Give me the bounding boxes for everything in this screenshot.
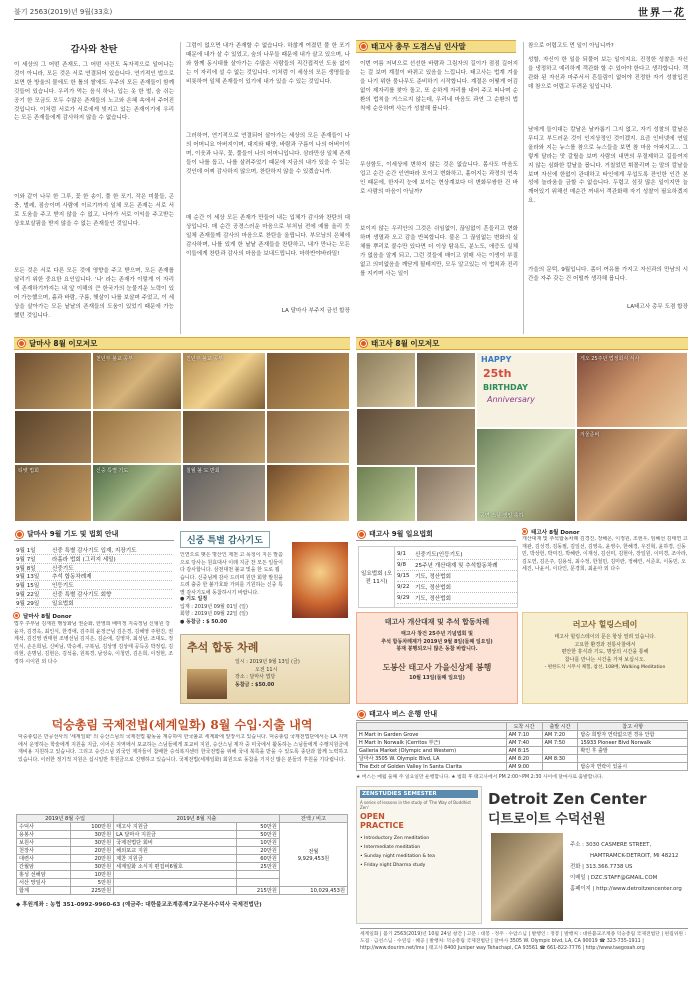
photo: [92, 352, 182, 410]
bus-note-line: ★ 버스는 매월 둘째 주 일요일만 운행합니다. ★ 법회 후 태고사에서 PM 2:00~PM 2:30 사이에 달마사로 출발합니다.: [356, 775, 604, 780]
photo-caption: 신중 특별 기도: [96, 468, 129, 474]
article-greeting-signature: LA태고사 총무 도겸 합장: [626, 304, 688, 310]
balance-amount: 9,929,453원: [297, 855, 330, 862]
article-gratitude-signature: LA 달마사 부주지 금선 합장: [281, 308, 350, 314]
total-income: 225만원: [71, 887, 114, 895]
income-source: 보원사: [17, 839, 71, 847]
anniversary-line: 태고사 창건 25주년 기념법회 및: [401, 631, 473, 637]
dzc-address-1: 3030 CASMERE STREET,: [585, 842, 652, 848]
income-source: 수덕사: [17, 823, 71, 831]
sinjung-schedule-label: ● 기도 일정: [180, 596, 208, 602]
schedule-event: 라홀라 법회 (그리지 세밀): [52, 556, 116, 563]
bus-depart: AM 8:30: [542, 755, 578, 763]
schedule-event: 25주년 개산대재 및 추석합동차례: [415, 563, 498, 569]
taego-schedule-label: 일요법회 (오전 11시): [359, 547, 395, 607]
bus-col-header: 도착 시간: [506, 723, 542, 731]
taego-donor-box: [522, 528, 688, 604]
photo: [356, 466, 416, 522]
chuseok-place: 장소 : 달마사 법당: [235, 674, 276, 681]
bus-col-header: [357, 723, 507, 731]
article-gratitude-p5: 그러하여, 연기적으로 연결되어 살아가는 세상의 모든 존재들이 나의 어머니요 아버지이며, 대지와 태양, 바람과 구름이 나의 어버이이며, 이웃과 나무, 꽃, 풀들이 나의 어머니입니다. 삼라만상 일체 존재들이 나를 돕고, 나를 살려주었기 때문에 지금의 내가 있을 수 있는 것인데 어찌 감사하지 않으며, 찬탄하지 않을 수 있겠습니까.: [186, 133, 350, 175]
total-expense: 215만원: [237, 887, 280, 895]
bus-depart: AM 7:20: [542, 731, 578, 739]
taego-photo-grid: [356, 352, 688, 522]
birthday-text: BIRTHDAY: [483, 383, 528, 392]
bullet-icon: [358, 531, 365, 538]
bus-col-header: 참고 사항: [578, 723, 688, 731]
schedule-row: [397, 593, 517, 604]
article-greeting-p5: 성할, 자신이 한 일을 되풀어 보는 일이지요. 진정한 성찰은 자신을 냉정하고 예리하게 객관화 할 수 있어야 한다고 생각합니다. 객관화 된 자신과 마주서서 흔들림이 없어야 진정한 자기 성찰입진데 참으로 어렵고 두려운 일입니다.: [528, 57, 688, 90]
photo-caption: 게오 25주년 법정회식 식사: [580, 356, 640, 362]
zen-semester-list: [360, 834, 478, 870]
chuseok-time: 오전 11시: [255, 666, 278, 673]
photo: [576, 428, 688, 522]
expense-item: 세계일화 소식지 편집비6월호: [114, 863, 237, 871]
photo: [476, 428, 576, 522]
sinjung-fee: ● 동참금 : $ 50.00: [180, 618, 228, 625]
article-greeting-p4: 참으로 어렵고도 먼 일이 아닙니까?: [528, 43, 614, 49]
anniversary-number: 25th: [483, 367, 512, 380]
income-amount: 30만원: [71, 831, 114, 839]
photo: [182, 352, 266, 410]
chuseok-fee: 동참금 : $50.00: [235, 681, 275, 688]
article-greeting-p7: 가을의 문턱, 9월입니다. 좀더 여유를 가지고 자신과의 만남의 시간을 자주 갖는 건 어떨까 생각해 봅니다.: [528, 267, 688, 282]
dalma-photos-header: [14, 337, 350, 350]
income-amount: 20만원: [71, 855, 114, 863]
balance-label: 전월: [308, 848, 319, 855]
article-gratitude-p3: 모든 것은 서로 다른 모든 것에 영향을 주고 받으며, 모든 존재를 살리기 위한 중요한 요인입니다. '나' 라는 존재가 이렇게 이 자리에 존재하기까지는 내 앞 이해의 큰 한국가의 눈물겨운 노력이 있어 가능했으며, 흙과 바람, 구름, 햇살이 나를 보살펴 주었고, 이 세상을 살아가는 모든 낱낱의 존재들의 도움이 있었기 때문에 가능했던 것입니다.: [14, 268, 174, 319]
taego-greeting-header: [356, 40, 516, 53]
finance-header-row: [17, 815, 348, 823]
sinjung-prayer-box: [180, 528, 350, 625]
schedule-event: 기도, 정산법회: [415, 574, 451, 580]
zen-semester-item: • Friday night Dharma study: [360, 863, 426, 868]
sinjung-start-date: 입재 : 2019년 09월 01일 (일): [180, 603, 248, 610]
sinjung-title: 신중 특별 감사기도: [180, 531, 270, 548]
taego-anniversary-box: [356, 612, 518, 704]
happy-text: HAPPY: [481, 355, 512, 364]
schedule-event: 신중 특별 감사기도 입재, 지장기도: [52, 547, 137, 554]
article-gratitude-col2: [186, 42, 350, 314]
healing-stay-box: [522, 612, 688, 704]
bus-stop: Galleria Market (Olympic and Western): [357, 747, 507, 755]
photo: [14, 410, 92, 464]
dzc-korean-title: 디트로이트 수덕선원: [488, 812, 606, 827]
expense-item: LA 달마사 지원금: [114, 831, 237, 839]
expense-item: 제찬 지원금: [114, 855, 237, 863]
zen-semester-item: • Intermediate meditation: [360, 845, 421, 850]
article-gratitude-p1: 이 세상의 그 어떤 존재도, 그 어떤 사건도 독자적으로 일어나는 것이 아니라, 모든 것은 서로 연결되어 있습니다. 연기적인 법으로 보면 한 방울의 물에도 한 톨의 쌀에도 우주의 모든 존재들이 함께 깃들어 있습니다. 우리가 먹는 음식 하나, 입는 옷 한 벌, 숨 쉬는 공기 한 모금도 모두 수많은 존재들의 노고와 은혜 속에서 주어진 것입니다. 이처럼 서로가 서로에게 빚지고 있는 존재이기에 우리는 모든 존재들에게 감사하지 않을 수 없습니다.: [14, 62, 174, 122]
bus-header: [356, 708, 688, 721]
schedule-event: 일요법회: [52, 600, 74, 607]
bullet-icon: [18, 340, 25, 347]
column-divider: [523, 42, 524, 334]
photo: [92, 464, 182, 522]
bus-row: [357, 739, 688, 747]
income-amount: 5만원: [71, 879, 114, 887]
bus-note: 15933 Pioneer Blvd Norwalk: [578, 739, 688, 747]
dalma-schedule-header: [14, 528, 174, 541]
expense-amount: 25만원: [237, 863, 280, 871]
photo: [266, 352, 350, 410]
income-amount: 20만원: [71, 847, 114, 855]
income-amount: 100만원: [71, 823, 114, 831]
photo: [576, 352, 688, 428]
bus-stop: The Exit of Golden Valley In Santa Clarita: [357, 763, 507, 771]
taego-schedule-list: [397, 549, 517, 604]
taego-donor-title: [522, 528, 688, 536]
anniversary-line: 추석 합동차례제가 2019년 9월 8일(둘째 일요일): [381, 638, 493, 645]
anniversary-line: 봉재 봉행되오니 많은 동참 바랍니다.: [396, 646, 478, 653]
expense-item: 해외포교 지원: [114, 847, 237, 855]
income-source: 서산 망일사: [17, 879, 71, 887]
bus-row: [357, 763, 688, 771]
bus-depart: [542, 747, 578, 755]
article-greeting-col1: [360, 60, 518, 330]
dalma-donor-box: [14, 612, 174, 707]
expense-amount: 50만원: [237, 831, 280, 839]
sinjung-body: 인연으로 맺은 명산인 제천 고 목청이 지은 말씀으로 당사는 원효대사 이래 지금 찬 모든 일들이 다 감사합니다. 삼천대천 불교 빛을 한 도로 뵙습니다. 신중님께 감사 드리며 원만 회향 발원을 드려 출중 한 불가호와 가피를 기원하는 신중 특별 감사기도에 동참하시기 바랍니다.: [180, 552, 283, 596]
schedule-date: 9월 8일: [16, 565, 36, 572]
taego-photos-header: [356, 337, 688, 350]
bus-arrive: AM 8:15: [506, 747, 542, 755]
photo: [14, 352, 92, 410]
bullet-icon: [16, 531, 23, 538]
photo: [92, 410, 182, 464]
dalma-schedule-list: [16, 546, 172, 608]
schedule-row: [16, 590, 172, 599]
photo: [416, 352, 476, 408]
dalma-photo-grid: [14, 352, 350, 522]
expense-amount: 60만원: [237, 855, 280, 863]
taego-photos-title: 태고사 8월 이모저모: [371, 339, 440, 348]
income-header: 2019년 8월 수입: [17, 815, 114, 823]
column-divider: [180, 42, 181, 334]
schedule-event: 추석 합동차례제: [52, 574, 92, 581]
sinjung-end-date: 회향 : 2019년 09월 22일 (일): [180, 611, 248, 618]
photo-caption: 칠월 불 도 반회: [186, 468, 220, 474]
healing-line: 고요한 환경과 전통사찰에서: [574, 641, 636, 648]
open-label: OPEN: [360, 812, 385, 821]
schedule-date: 9/29: [397, 595, 410, 601]
income-source: 용봉사: [17, 831, 71, 839]
masthead-logo: 世界一花: [638, 8, 686, 19]
issue-line: 불기 2563(2019)년 9월(33호): [14, 7, 113, 16]
article-greeting-p2: 무상함도, 이세상에 변하지 않는 것은 없습니다. 몸사도 마음도 업고 순간 순간 인연따라 모이고 변화하고, 흩어지는 과정의 연속인 때문에, 한자리 눈에 보이는 현상계보다 더 변화무쌍한 건 바로 사람의 마음이 아닐까?: [360, 162, 518, 195]
article-gratitude-p2: 이와 같이 나무 한 그루, 꽃 한 송이, 풀 한 포기, 작은 미물들, 곤충, 벌레, 짐승이며 사람에 이르기까지 일체 모든 존재는 서로 서로 도움을 주고 받지 않을 수 없고, 나아가 서로 이익을 주고받는 상호보살핌을 받지 않을 수 없는 존재들인 것입니다.: [14, 194, 174, 227]
bus-note: [578, 755, 688, 763]
zen-semester-item: • Sunday night meditation & tea: [360, 854, 435, 859]
finance-title: 덕숭총림 국제전법(세계일화) 8월 수입·지출 내역: [51, 718, 313, 732]
photo-caption: 티벳 법회: [18, 468, 39, 474]
bus-arrive: AM 7:10: [506, 731, 542, 739]
photo: [182, 464, 266, 522]
income-amount: 30만원: [71, 863, 114, 871]
photo: [14, 464, 92, 522]
zen-semester-head: ZENSTUDIES SEMESTER: [360, 790, 478, 798]
bus-title: 태고사 버스 운행 안내: [369, 710, 438, 718]
anniversary-banner-photo: [476, 352, 576, 428]
autumn-ceremony-title: 도봉산 태고사 가을신상제 봉행: [382, 662, 492, 672]
bus-table: [356, 722, 688, 771]
income-source: 천장사: [17, 847, 71, 855]
bus-row: [357, 731, 688, 739]
finance-row: [17, 823, 348, 831]
schedule-event: 신중기도(인등기도): [415, 552, 463, 558]
dzc-phone: 전화 | 313.366.7738 US: [570, 864, 633, 870]
article-gratitude-title: 감사와 찬탄: [70, 45, 118, 55]
article-greeting-p1: 이번 여름 저녁으로 선선한 바람과 그림자의 길이가 점점 길어지는 걸 보며 계절이 바뀌고 있음을 느낍니다. 태고사는 법계 겨울을 나기 위한 뭄나무도 준비하기 시작합니다. 계절은 어떻게 어김없이 제자리를 찾아 돌고, 또 순하게 자리를 내어 주고 떠나며 순환의 법칙을 거스르지 않는데, 우리네 마음도 과연 그 순환의 법칙에 순응하며 사는가 성찰해 봅니다.: [360, 61, 518, 112]
bus-arrive: AM 7:40: [506, 739, 542, 747]
finance-intro: 덕숭총림은 만공선사의 '세계일화' 의 승산스님의 국제전법 활동을 계승하여 한국불교 세계화에 앞장서고 있습니다. 덕숭총림 국제전법단에서는 LA 지역에서 운영하는 학술에게 지원을 지급, 이어온 지역에서 포교하는 스님들에게 포교비 지원, 승산스님 제자 중 미국에서 활동하는 스님들에게 수행지원금에 재비용 지원하고 있습니다. 그리고 승산스님 외국인 제자들이 참배한 승석복지센터 한국전법을 위해 국내 북륵을 받을 수 있도록 종단과 함께 노력하고 있습니다. 이러한 정기적 지원은 십시일반 후원금으로 진행하고 있습니다. 국제전법(세계일화) 회원으로 동참을 기지신 많은 분들의 후원을 기다립니다.: [18, 734, 348, 763]
income-amount: 10만원: [71, 871, 114, 879]
taego-schedule-header: [356, 528, 516, 541]
practice-label: PRACTICE: [360, 821, 404, 830]
photo-caption: 공연 스님 생일 축하: [480, 513, 524, 519]
bus-depart: AM 7:50: [542, 739, 578, 747]
chuseok-date: 일시 : 2019년 9월 13일 (금): [235, 659, 300, 665]
schedule-row: [16, 581, 172, 590]
income-source: 간월암: [17, 863, 71, 871]
income-source: 대련사: [17, 855, 71, 863]
zen-semester-flyer: [356, 786, 482, 924]
expense-item: 태고사 지원금: [114, 823, 237, 831]
schedule-row: [397, 582, 517, 593]
photo: [416, 466, 476, 522]
bus-arrive: AM 9:00: [506, 763, 542, 771]
article-gratitude-p6: 매 순간 이 세상 모든 존재가 만들어 내는 입체가 감사와 찬탄의 대상입니다. 매 순간 공경스러운 마음으로 부처님 전에 예를 올리 듯 일체 존재들께 감사의 마음으로 찬탄을 올립니다. 부모님의 은혜에 감사하며, 나를 있게 한 낱낱 존재들을 찬탄하고, 내가 만나는 모든 이들에게 찬탄과 감사의 마음을 보내드립니다. 마하반야바라밀!: [186, 215, 350, 257]
bus-table-wrap: [356, 722, 688, 780]
dzc-website: 홈페이지 | http://www.detroitzencenter.org: [570, 886, 682, 892]
bus-row: [357, 755, 688, 763]
schedule-date: 9월 1일: [16, 547, 36, 554]
photo: [356, 352, 416, 408]
donation-bank-account: ◆ 후원계좌 : 농협 351-0992-9960-63 (예금주: 대한불교조계종제7교구본사수덕사 국제전법단): [16, 902, 262, 908]
photo-caption: 천년부 불교 공부: [96, 356, 133, 362]
donor-head-text: 태고사 8월 Donor: [531, 530, 580, 536]
schedule-row: [16, 546, 172, 555]
finance-table: [16, 814, 348, 895]
bus-arrive: AM 8:20: [506, 755, 542, 763]
taego-schedule-table: [358, 546, 518, 608]
article-greeting-p6: 남에게 들이대는 칼날은 날카롭기 그지 없고, 자기 성찰의 칼날은 무디고 부드러운 것이 인지상정인 것이겠지. 요즘 인터넷에 연일 올라와 지는 뉴스를 참으로 뉴스들을 보면 참 마음 아파지고... 그렇게 달라는 맛 갈릴을 보며 사람의 내면의 무절제하고 길들여지지 않는 심화한 칼날을 봅니다. 거칠었던 휘몰리며 는 말의 칼날을 보며 자신에 한없이 관대하고 타인에게 무섭도록 잔인한 인간 본성에 놀라움을 금할 수 없습니다. 두렵고 섬짓 많은 일이지만 늘 깨어있기 위해선 매순간 꺼내서 객관화해 자기 성찰이 필요하겠지요.: [528, 127, 688, 205]
dalma-donor-list: 법후 주부님 김재원 행상화님 권순화, 한영희 배미정 지숙정님 신형원 강윤자, 김경옥, 최인식, 한경애, 김주희 윤정근님 김은경, 김해영 주현진, 권계석, 김진영 권태현 조병선님 김지은, 김순애, 김영자, 최성남, 조대도, 정민식, 손은희님, 신비님, 박승세, 구복님, 김상영 김상태 공득공 박정림, 김리현, 손명님, 김현은, 김석을, 원복경, 남성숙, 이청민, 김은희, 이정현, 조경하 시이원 외 다수: [14, 621, 174, 665]
dalma-donor-title: [14, 612, 174, 620]
schedule-row: [16, 572, 172, 581]
finance-total-row: [17, 887, 348, 895]
expense-amount: 50만원: [237, 823, 280, 831]
schedule-event: 인등기도: [52, 583, 74, 590]
balance-cell: [279, 823, 347, 887]
article-gratitude-col1: [14, 42, 174, 357]
taego-greeting-title: 태고사 총무 도겸스님 인사말: [371, 42, 466, 51]
expense-amount: 20만원: [237, 847, 280, 855]
schedule-row: [397, 571, 517, 582]
schedule-date: 9월 7일: [16, 556, 36, 563]
schedule-date: 9/1: [397, 551, 407, 557]
healing-activities: - 편한도식 시무시 체험, 참선, 108배, Walking Meditation: [544, 665, 666, 671]
schedule-event: 기도, 정산법회: [415, 596, 451, 602]
healing-line: 태고사 힐링스테이의 문은 항상 열려 있습니다.: [554, 634, 656, 640]
bus-row: [357, 747, 688, 755]
article-greeting-p3: 보이지 않는 우리안의 그것은 쉬임없이, 끊임없이 흔들리고 변화하며 생멸과 오고 감을 반복합니다. 불온 그 끊임없는 변화의 실체를 뿌리로 붙수만 있다면 더 이상 탐욕도, 분노도, 애증도 실체가 없음을 알게 되고, 그런 것들에 매이고 얽매 사는 이생이 부질없고 의미없음을 깨닫게 될테지만, 모두 알고있는 이 법칙과 진리를 지키며 사는 일이: [360, 226, 518, 277]
schedule-date: 9월 13일: [16, 574, 40, 581]
temple-illustration: [187, 669, 227, 699]
schedule-date: 9/8: [397, 562, 407, 568]
schedule-date: 9/22: [397, 584, 410, 590]
photo: [266, 464, 350, 522]
taego-schedule-title: 태고사 9월 일요법회: [369, 530, 433, 538]
detroit-zen-center: [488, 790, 688, 827]
dzc-email: 이메일 | DZC.STAFF@GMAIL.COM: [570, 875, 658, 881]
schedule-date: 9월 22일: [16, 591, 40, 598]
page-header: [14, 4, 686, 20]
bullet-icon: [360, 340, 367, 347]
article-gratitude-p4: 그럼이 없으면 내가 존재할 수 없습니다. 하찮게 여겼던 풀 한 포기 때문에 내가 살 수 있었고, 숲의 나무들 때문에 내가 살고 있으며, 나와 함께 동시대를 살아가는 수많은 사람들의 직간접적인 도움 없이는 이 자리에 설 수 없는 것입니다. 이처럼 이 세상의 모든 생명들을 비롯하여 일체 존재들이 있기에 내가 있을 수 있는 것입니다.: [186, 43, 350, 85]
anniversary-title: 태고사 개산대재 및 추석 합동차례: [384, 618, 490, 626]
photo: [182, 410, 266, 464]
total-balance: 10,029,453원: [279, 887, 347, 895]
expense-item: 국제전법단 회비: [114, 839, 237, 847]
dzc-address-2: HAMTRAMCK-DETROIT, MI 48212: [590, 853, 679, 859]
anniversary-text: Anniversary: [487, 395, 535, 404]
schedule-event: 기도, 정산법회: [415, 585, 451, 591]
healing-stay-title: 러고사 힐링스테이: [572, 620, 638, 629]
schedule-row: [16, 555, 172, 564]
taego-donor-list: 개산대재 및 추석합동차례 김경진, 장해온, 이정원, 조현우, 임혜선 김태연 고재관, 김성경, 김동필, 김일선, 김영옥, 윤영수, 한혜경, 우진혁, 윤하경, 신동민, 박상헌, 박미진, 박혜란, 이재성, 김선미, 김현아, 장일원, 이미경, 조아라, 김도연, 김은주, 김용석, 최수정, 한철민, 김미란, 정혜린, 서준호, 이동민, 오세진, 나윤서, 이다인, 문경희, 최윤아 외 다수: [522, 536, 688, 573]
schedule-event: 신중기도: [52, 565, 74, 572]
bullet-icon: [522, 529, 527, 534]
photo-caption: 겨울준비: [580, 432, 600, 438]
bus-col-header: 출발 시간: [542, 723, 578, 731]
income-source: 홍성 선해암: [17, 871, 71, 879]
chuseok-dalma-box: [180, 634, 350, 704]
photo-caption: 친년부 불교 공부: [186, 356, 223, 362]
bus-depart: [542, 763, 578, 771]
finance-table-wrap: [16, 814, 348, 908]
schedule-event: 신중 특별 감사기도 회향: [52, 591, 112, 598]
autumn-ceremony-date: 10월 13일(둘째 일요일): [409, 674, 465, 681]
photo: [356, 408, 476, 466]
schedule-row: [397, 560, 517, 571]
bus-note: 탑승자 연락이 있을시: [578, 763, 688, 771]
zen-semester-item: • Introductory Zen meditation: [360, 836, 430, 841]
schedule-date: 9월 29일: [16, 600, 40, 607]
dzc-title: Detroit Zen Center: [488, 790, 647, 808]
schedule-date: 9월 15일: [16, 583, 40, 590]
bus-stop: 달마사 3505 W. Olympic Blvd, LA: [357, 755, 507, 763]
schedule-row: [16, 564, 172, 573]
photo: [266, 410, 350, 464]
balance-header: 잔액 / 비고: [279, 815, 347, 823]
schedule-date: 9/15: [397, 573, 410, 579]
dalma-schedule-title: 달마사 9월 기도 및 법회 안내: [27, 530, 119, 538]
healing-line: 참나를 만나는 시간을 가져 보십시오.: [564, 656, 646, 663]
article-greeting-col2: [528, 42, 688, 310]
bus-stop: H Mart in Garden Grove: [357, 731, 507, 739]
donor-head-text: 달마사 8월 Donor: [23, 614, 72, 620]
dzc-building-photo: [490, 832, 564, 922]
bus-note: 확인 후 출발: [578, 747, 688, 755]
colophon: 세계일화 | 불기 2563(2019)년 10월 24일 창간 | 고문 : 대봉 · 정주 · 수암스님 | 발행인 : 정봉 | 발행처 : 대한불교조계종 덕숭총림 국제전법단 | 편집위원 : 도겸 · 금선스님 · 수연심 · 혜공 | 발행처: 덕숭총림 국제전법단 | 달마사 3505 W. Olympic blvd, LA, CA 90019 ☎ 323-735-1911 | http://www.dourim.net/lms | 태고사 8400 Juniper way Tehachapi, CA 93561 ☎ 661-822-7776 | http://www.taegosah.org: [360, 928, 688, 952]
bus-note: 탑승 희망자 연락없으면 경유 안함: [578, 731, 688, 739]
dalma-photos-title: 달마사 8월 이모저모: [29, 339, 98, 348]
schedule-row: [16, 599, 172, 608]
bullet-icon: [14, 613, 19, 618]
bus-stop: H Mart In Norwalk (Cerritos 부근): [357, 739, 507, 747]
chuseok-title: 추석 합동 차례: [187, 641, 259, 654]
dzc-contact: [570, 840, 688, 895]
expense-header: 2019년 8월 지출: [114, 815, 280, 823]
total-label: 합계: [17, 887, 71, 895]
zen-semester-sub: A series of lessons in the study of 'The Way of Buddhist Zen': [360, 800, 471, 810]
bus-header-row: [357, 723, 688, 731]
healing-line: 편안한 휴식과 기도, 명상의 시간을 통해: [561, 649, 649, 656]
guardian-deity-painting: [292, 542, 348, 618]
dzc-address-line: [570, 840, 688, 851]
expense-amount: 10만원: [237, 839, 280, 847]
income-amount: 30만원: [71, 839, 114, 847]
bullet-icon: [358, 711, 365, 718]
dzc-address-label: 주소 :: [570, 842, 584, 848]
bullet-icon: [360, 43, 367, 50]
schedule-row: [397, 549, 517, 560]
